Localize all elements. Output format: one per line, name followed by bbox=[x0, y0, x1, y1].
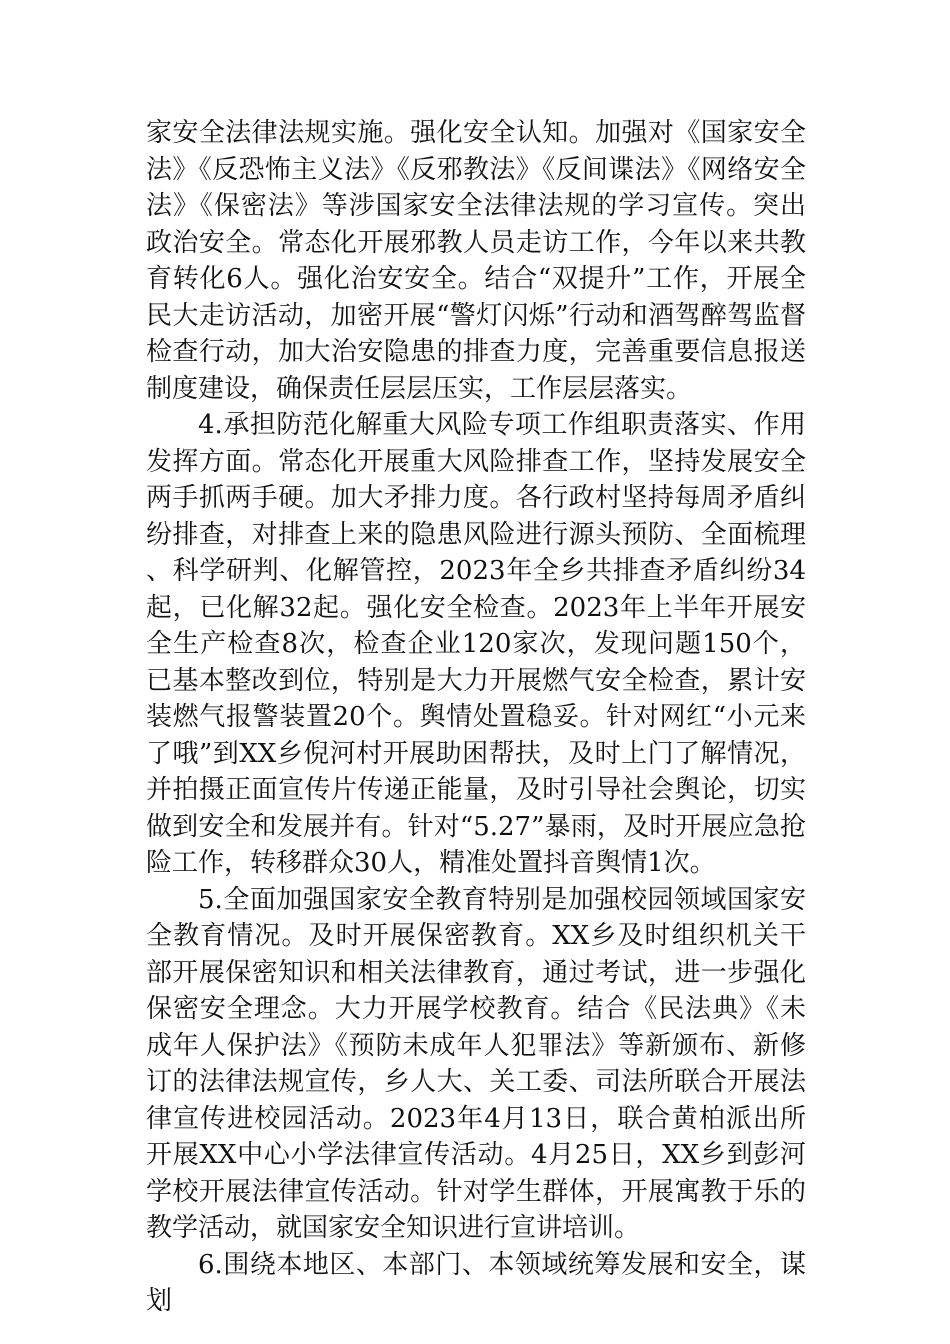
paragraph-continuation: 家安全法律法规实施。强化安全认知。加强对《国家安全法》《反恐怖主义法》《反邪教法》《反间谍法》《网络安全法》《保密法》等涉国家安全法律法规的学习宣传。突出政治安全。常态化开展邪教人员走访工作，今年以来共教育转化6人。强化治安安全。结合“双提升”工作，开展全民大走访活动，加密开展“警灯闪烁”行动和酒驾醉驾监督检查行动，加大治安隐患的排查力度，完善重要信息报送制度建设，确保责任层层压实，工作层层落实。 bbox=[146, 118, 806, 404]
paragraph-item-5: 5.全面加强国家安全教育特别是加强校园领域国家安全教育情况。及时开展保密教育。XX乡及时组织机关干部开展保密知识和相关法律教育，通过考试，进一步强化保密安全理念。大力开展学校教育。结合《民法典》《未成年人保护法》《预防未成年人犯罪法》等新颁布、新修订的法律法规宣传，乡人大、关工委、司法所联合开展法律宣传进校园活动。2023年4月13日，联合黄柏派出所开展XX中心小学法律宣传活动。4月25日，XX乡到彭河学校开展法律宣传活动。针对学生群体，开展寓教于乐的教学活动，就国家安全知识进行宣讲培训。 bbox=[146, 884, 806, 1243]
document-body bbox=[146, 115, 806, 1320]
paragraph-item-6: 6.围绕本地区、本部门、本领域统筹发展和安全，谋划 bbox=[146, 1249, 806, 1316]
paragraph-item-4: 4.承担防范化解重大风险专项工作组职责落实、作用发挥方面。常态化开展重大风险排查工作，坚持发展安全两手抓两手硬。加大矛排力度。各行政村坚持每周矛盾纠纷排查，对排查上来的隐患风险进行源头预防、全面梳理、科学研判、化解管控，2023年全乡共排查矛盾纠纷34起，已化解32起。强化安全检查。2023年上半年开展安全生产检查8次，检查企业120家次，发现问题150个，已基本整改到位，特别是大力开展燃气安全检查，累计安装燃气报警装置20个。舆情处置稳妥。针对网红“小元来了哦”到XX乡倪河村开展助困帮扶，及时上门了解情况，并拍摄正面宣传片传递正能量，及时引导社会舆论，切实做到安全和发展并有。针对“5.27”暴雨，及时开展应急抢险工作，转移群众30人，精准处置抖音舆情1次。 bbox=[146, 410, 806, 878]
